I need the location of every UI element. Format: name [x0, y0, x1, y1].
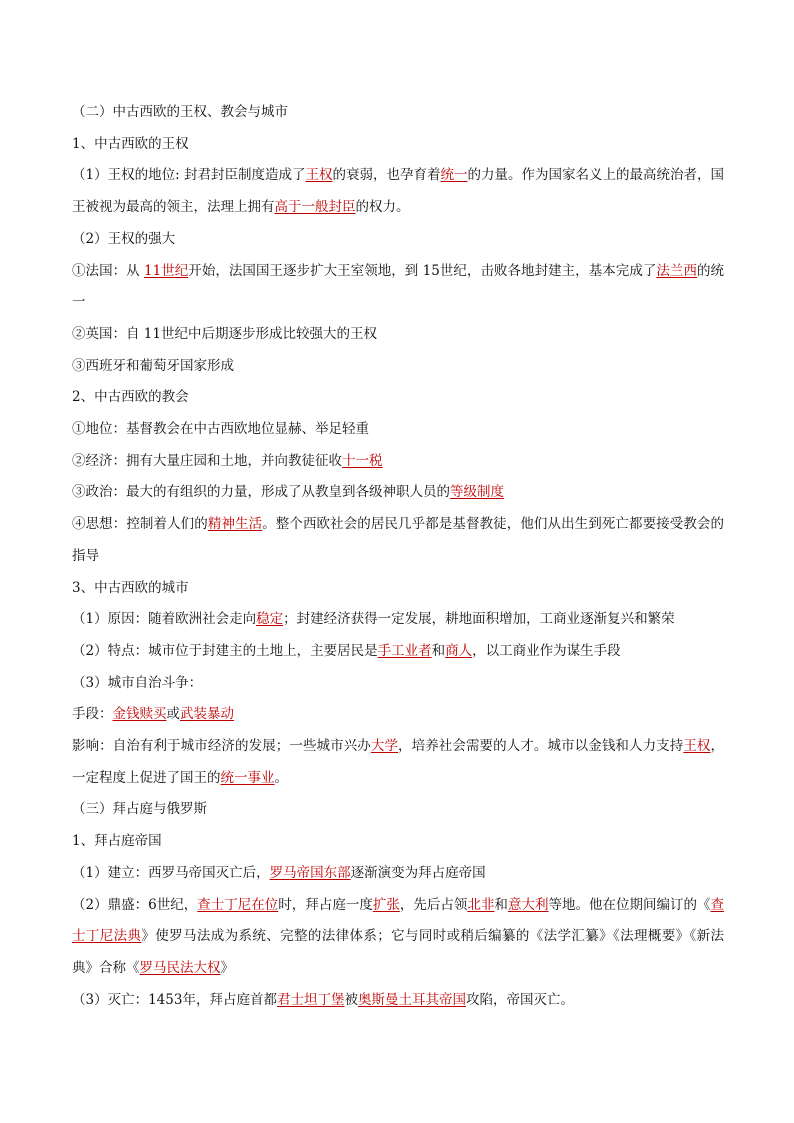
- text-run: 》: [220, 959, 234, 976]
- text-run: （3）城市自治斗争：: [72, 674, 203, 691]
- highlighted-term: 武装暴动: [180, 706, 234, 723]
- highlighted-term: 查士丁尼在位: [197, 896, 279, 913]
- highlighted-term: 罗马民法大权: [139, 959, 221, 976]
- text-run: ③政治：最大的有组织的力量，形成了从教皇到各级神职人员的: [72, 484, 450, 501]
- highlighted-term: 商人: [445, 642, 473, 659]
- text-line: [72, 509, 724, 572]
- highlighted-term: 稳定: [256, 611, 284, 628]
- text-run: ，先后占领: [399, 896, 468, 913]
- text-line: [72, 668, 724, 700]
- highlighted-term: 手工业者: [377, 642, 432, 659]
- text-run: 和: [431, 642, 446, 659]
- text-run: 的统一: [72, 262, 725, 311]
- text-run: （3）灭亡：1453年，拜占庭首都: [72, 991, 277, 1008]
- text-line: [72, 351, 724, 383]
- text-run: 的力量。作为国家名义上的最高统治者，国王被视为最高的领主，法理上拥有: [72, 167, 725, 216]
- text-run: 被: [344, 991, 358, 1008]
- text-run: （三）拜占庭与俄罗斯: [72, 801, 207, 818]
- highlighted-term: 十一税: [342, 452, 383, 469]
- text-run: （2）鼎盛：6世纪，: [72, 896, 198, 913]
- text-run: ，培养社会需要的人才。城市以金钱和人力支持: [398, 738, 684, 755]
- highlighted-term: 统一: [440, 167, 468, 184]
- text-run: （1）原因：随着欧洲社会走向: [72, 611, 257, 628]
- text-line: [72, 699, 724, 731]
- text-line: [72, 319, 724, 351]
- text-line: [72, 129, 724, 161]
- text-run: 。: [274, 769, 288, 786]
- text-run: ②英国：自 11世纪中后期逐步形成比较强大的王权: [72, 325, 377, 342]
- highlighted-term: 法兰西: [656, 262, 697, 279]
- text-run: （2）王权的强大: [72, 230, 176, 247]
- text-line: [72, 636, 724, 668]
- text-run: 或: [166, 706, 180, 723]
- text-line: [72, 826, 724, 858]
- text-run: （2）特点：城市位于封建主的土地上，主要居民是: [72, 642, 378, 659]
- text-line: [72, 382, 724, 414]
- text-run: ，以工商业作为谋生手段: [472, 642, 621, 659]
- highlighted-term: 11世纪: [144, 262, 189, 279]
- text-line: [72, 477, 724, 509]
- document-body: [72, 97, 724, 1016]
- text-line: [72, 446, 724, 478]
- text-line: [72, 256, 724, 319]
- text-run: 开始，法国国王逐步扩大王室领地，到 15世纪，击败各地封建主，基本完成了: [188, 262, 657, 279]
- text-run: ①法国：从: [72, 262, 144, 279]
- text-run: （二）中古西欧的王权、教会与城市: [72, 104, 288, 120]
- highlighted-term: 统一事业: [220, 769, 275, 786]
- highlighted-term: 王权: [305, 167, 333, 184]
- text-line: [72, 890, 724, 985]
- highlighted-term: 奥斯曼土耳其帝国: [357, 991, 466, 1008]
- text-run: 1、拜占庭帝国: [72, 833, 162, 850]
- highlighted-term: 君士坦丁堡: [276, 991, 345, 1008]
- text-line: [72, 224, 724, 256]
- text-run: 的衰弱，也孕育着: [332, 167, 441, 184]
- text-run: ，一定程度上促进了国王的: [72, 738, 725, 786]
- text-run: ③西班牙和葡萄牙国家形成: [72, 357, 234, 374]
- text-run: 时，拜占庭一度: [278, 896, 373, 913]
- text-run: 。整个西欧社会的居民几乎都是基督教徒，他们从出生到死亡都要接受教会的指导: [72, 516, 725, 564]
- highlighted-term: 高于一般封臣: [274, 199, 356, 216]
- text-run: ①地位：基督教会在中古西欧地位显赫、举足轻重: [72, 421, 369, 438]
- text-run: 攻陷，帝国灭亡。: [465, 991, 574, 1008]
- text-run: ；封建经济获得一定发展，耕地面积增加，工商业逐渐复兴和繁荣: [283, 611, 675, 628]
- text-run: 等地。他在位期间编订的《: [548, 896, 711, 913]
- text-run: 的权力。: [355, 199, 410, 216]
- text-run: 逐渐演变为拜占庭帝国: [350, 864, 486, 881]
- text-run: （1）王权的地位: 封君封臣制度造成了: [72, 167, 306, 184]
- text-line: [72, 731, 724, 794]
- text-run: 手段：: [72, 706, 113, 723]
- text-run: ②经济：拥有大量庄园和土地，并向教徒征收: [72, 452, 342, 469]
- highlighted-term: 查士丁尼法典: [72, 896, 725, 945]
- text-run: 1、中古西欧的王权: [72, 135, 189, 152]
- text-run: （1）建立：西罗马帝国灭亡后，: [72, 864, 270, 881]
- highlighted-term: 精神生活: [207, 516, 263, 533]
- text-run: 》使罗马法成为系统、完整的法律体系；它与同时或稍后编纂的《法学汇纂》《法理概要》《新法典》合称《: [72, 928, 725, 976]
- text-run: 影响：自治有利于城市经济的发展；一些城市兴办: [72, 738, 371, 755]
- highlighted-term: 王权: [683, 738, 711, 755]
- highlighted-term: 北非: [467, 896, 495, 913]
- highlighted-term: 金钱赎买: [112, 706, 167, 723]
- highlighted-term: 意大利: [507, 896, 549, 913]
- text-line: [72, 414, 724, 446]
- text-line: [72, 160, 724, 223]
- highlighted-term: 罗马帝国东部: [269, 864, 351, 881]
- text-run: ④思想：控制着人们的: [72, 516, 208, 533]
- text-line: [72, 573, 724, 605]
- highlighted-term: 等级制度: [450, 484, 504, 501]
- text-run: 2、中古西欧的教会: [72, 389, 189, 406]
- text-line: [72, 604, 724, 636]
- text-run: 3、中古西欧的城市: [72, 579, 189, 596]
- text-line: [72, 985, 724, 1017]
- text-line: [72, 794, 724, 826]
- text-line: [72, 858, 724, 890]
- highlighted-term: 大学: [370, 738, 399, 755]
- text-line: [72, 97, 724, 129]
- text-run: 和: [494, 896, 508, 913]
- highlighted-term: 扩张: [372, 896, 400, 913]
